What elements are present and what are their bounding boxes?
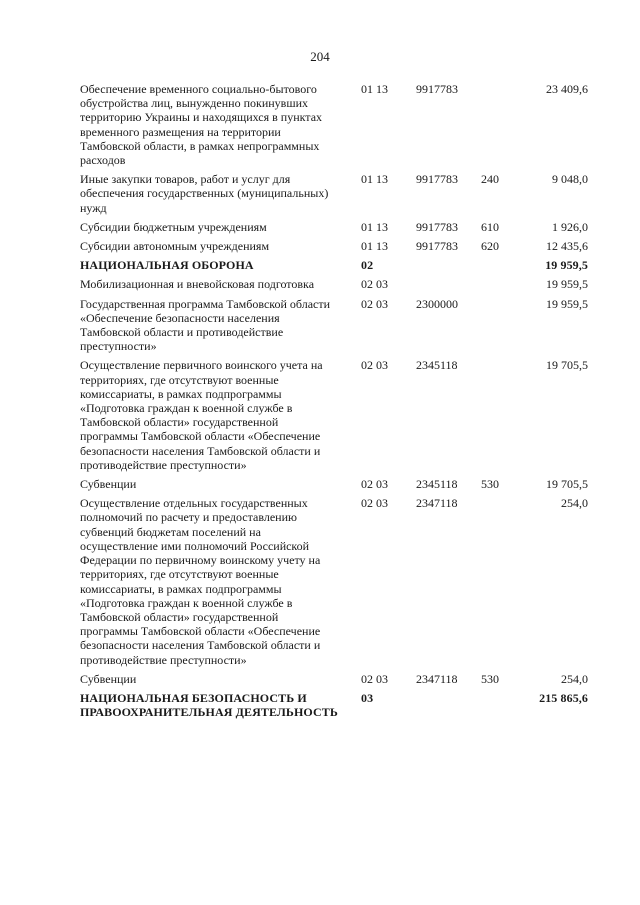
target-code: 2345118 bbox=[416, 358, 458, 373]
target-code: 9917783 bbox=[416, 239, 458, 254]
amount: 254,0 bbox=[561, 496, 588, 511]
target-code: 9917783 bbox=[416, 219, 458, 234]
amount: 19 959,5 bbox=[546, 277, 588, 292]
table-row bbox=[80, 496, 588, 666]
section-code: 01 13 bbox=[361, 82, 388, 96]
section-code: 03 bbox=[361, 690, 374, 705]
section-total: 19 959,5 bbox=[545, 258, 588, 273]
target-code: 2347118 bbox=[416, 496, 458, 511]
section-code: 01 13 bbox=[361, 239, 388, 254]
section-code: 02 03 bbox=[361, 277, 388, 292]
section-code: 02 03 bbox=[361, 358, 388, 373]
amount: 9 048,0 bbox=[552, 172, 588, 187]
section-code: 02 03 bbox=[361, 671, 388, 686]
table-row bbox=[80, 277, 588, 291]
table-row bbox=[80, 239, 588, 253]
row-name: Субсидии автономным учреждениям bbox=[80, 239, 270, 254]
target-code: 2347118 bbox=[416, 671, 458, 686]
target-code: 2345118 bbox=[416, 477, 458, 492]
amount: 23 409,6 bbox=[546, 82, 588, 96]
table-row bbox=[80, 297, 588, 354]
table-row bbox=[80, 82, 588, 167]
amount: 254,0 bbox=[561, 671, 588, 686]
target-code: 9917783 bbox=[416, 172, 458, 187]
section-title: НАЦИОНАЛЬНАЯ БЕЗОПАСНОСТЬ И ПРАВООХРАНИТЕЛЬНАЯ ДЕЯТЕЛЬНОСТЬ bbox=[80, 690, 338, 720]
section-code: 02 03 bbox=[361, 477, 388, 492]
table-row bbox=[80, 358, 588, 472]
target-code: 2300000 bbox=[416, 296, 458, 311]
expense-type-code: 530 bbox=[481, 671, 499, 686]
row-name: Обеспечение временного социально-бытового обустройства лиц, вынужденно покинувших территорию Украины и находящихся в пунктах временного размещения на территории Тамбовской области, в рамках непрограммных расходов bbox=[80, 82, 323, 168]
section-title: НАЦИОНАЛЬНАЯ ОБОРОНА bbox=[80, 258, 254, 273]
section-code: 01 13 bbox=[361, 172, 388, 187]
table-row bbox=[80, 672, 588, 686]
amount: 19 705,5 bbox=[546, 358, 588, 373]
section-heading-row bbox=[80, 258, 588, 272]
expense-type-code: 240 bbox=[481, 172, 499, 187]
row-name: Иные закупки товаров, работ и услуг для обеспечения государственных (муниципальных) нужд bbox=[80, 172, 329, 215]
row-name: Субвенции bbox=[80, 671, 137, 686]
page-number: 204 bbox=[310, 49, 330, 64]
section-heading-row bbox=[80, 691, 588, 719]
section-code: 01 13 bbox=[361, 219, 388, 234]
amount: 19 705,5 bbox=[546, 477, 588, 492]
table-row bbox=[80, 172, 588, 215]
row-name: Мобилизационная и вневойсковая подготовка bbox=[80, 277, 315, 292]
budget-table bbox=[80, 82, 588, 724]
section-total: 215 865,6 bbox=[539, 690, 588, 705]
section-code: 02 03 bbox=[361, 496, 388, 511]
expense-type-code: 610 bbox=[481, 219, 499, 234]
table-row bbox=[80, 220, 588, 234]
target-code: 9917783 bbox=[416, 82, 458, 96]
table-row bbox=[80, 477, 588, 491]
amount: 12 435,6 bbox=[546, 239, 588, 254]
amount: 1 926,0 bbox=[552, 219, 588, 234]
row-name: Осуществление отдельных государственных полномочий по расчету и предоставлению субвенций бюджетам поселений на осуществление ими полномочий Российской Федерации по первичному воинскому учету на территориях, где отсутствуют военные комиссариаты, в рамках подпрограммы «Подготовка граждан к военной службе в Тамбовской области» государственной программы Тамбовской области «Обеспечение безопасности населения Тамбовской области и противодействие преступности» bbox=[80, 496, 321, 667]
row-name: Государственная программа Тамбовской области «Обеспечение безопасности населения Тамбовской области и противодействие преступности» bbox=[80, 296, 331, 354]
expense-type-code: 530 bbox=[481, 477, 499, 492]
row-name: Субсидии бюджетным учреждениям bbox=[80, 219, 267, 234]
row-name: Осуществление первичного воинского учета на территориях, где отсутствуют военные комиссариаты, в рамках подпрограммы «Подготовка граждан к военной службе в Тамбовской области» государственной программы Тамбовской области «Обеспечение безопасности населения Тамбовской области и противодействие преступности» bbox=[80, 358, 323, 472]
section-code: 02 bbox=[361, 258, 374, 273]
expense-type-code: 620 bbox=[481, 239, 499, 254]
amount: 19 959,5 bbox=[546, 296, 588, 311]
section-code: 02 03 bbox=[361, 296, 388, 311]
row-name: Субвенции bbox=[80, 477, 137, 492]
